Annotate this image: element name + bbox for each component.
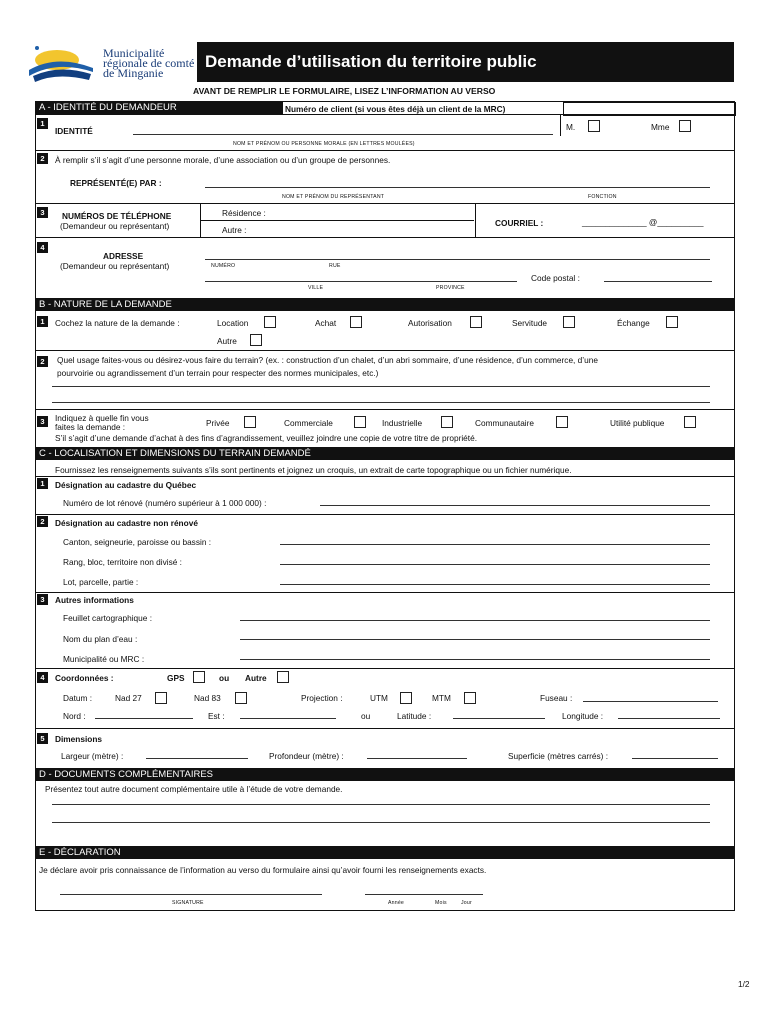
ville-input[interactable] — [205, 281, 517, 282]
commerciale-label: Commerciale — [284, 418, 333, 428]
est-input[interactable] — [240, 718, 336, 719]
item-number: 1 — [37, 118, 48, 129]
item-number: 4 — [37, 672, 48, 683]
plan-eau-input[interactable] — [240, 639, 710, 640]
profondeur-input[interactable] — [367, 758, 467, 759]
page-subtitle: AVANT DE REMPLIR LE FORMULAIRE, LISEZ L’INFORMATION AU VERSO — [193, 86, 496, 96]
lot-label: Lot, parcelle, partie : — [63, 577, 139, 587]
date-input[interactable] — [365, 894, 483, 895]
servitude-checkbox[interactable] — [563, 316, 575, 328]
residence-input[interactable] — [280, 204, 470, 219]
section-b-title: B - NATURE DE LA DEMANDE — [35, 298, 735, 311]
nad27-label: Nad 27 — [115, 693, 142, 703]
usage-question-line2: pourvoirie ou agrandissement d’un terrain pour respecter des normes municipales, etc.) — [57, 368, 379, 378]
utilite-publique-label: Utilité publique — [610, 418, 665, 428]
coordonnees-label: Coordonnées : — [55, 673, 114, 683]
industrielle-checkbox[interactable] — [441, 416, 453, 428]
moral-note: À remplir s’il s’agit d’une personne morale, d’une association ou d’un groupe de personnes. — [55, 155, 391, 165]
cadastre-non-renove-label: Désignation au cadastre non rénové — [55, 518, 198, 528]
jour-caption: Jour — [461, 900, 472, 906]
ville-caption: VILLE — [308, 285, 324, 291]
nord-input[interactable] — [95, 718, 193, 719]
documents-input-line-1[interactable] — [52, 804, 710, 805]
plan-eau-label: Nom du plan d’eau : — [63, 634, 138, 644]
fuseau-input[interactable] — [583, 701, 718, 702]
utilite-publique-checkbox[interactable] — [684, 416, 696, 428]
profondeur-label: Profondeur (mètre) : — [269, 751, 344, 761]
nad27-checkbox[interactable] — [155, 692, 167, 704]
item-number: 5 — [37, 733, 48, 744]
item-number: 1 — [37, 478, 48, 489]
usage-question-line1: Quel usage faites-vous ou désirez-vous faire du terrain? (ex. : construction d’un chalet, d’un abri sommaire, d’une résidence, d’un commerce, d’une — [57, 355, 598, 365]
autres-infos-label: Autres informations — [55, 595, 134, 605]
mtm-checkbox[interactable] — [464, 692, 476, 704]
achat-label: Achat — [315, 318, 337, 328]
telephone-sub: (Demandeur ou représentant) — [60, 221, 170, 231]
projection-label: Projection : — [301, 693, 343, 703]
m-label: M. — [566, 122, 576, 132]
servitude-label: Servitude — [512, 318, 548, 328]
code-postal-label: Code postal : — [531, 273, 580, 283]
autre-tel-label: Autre : — [222, 225, 247, 235]
numero-caption: NUMÉRO — [211, 263, 236, 269]
identite-label: IDENTITÉ — [55, 126, 93, 136]
m-checkbox[interactable] — [588, 120, 600, 132]
code-postal-input[interactable] — [604, 281, 712, 282]
municipalite-input[interactable] — [240, 659, 710, 660]
cadastre-quebec-label: Désignation au cadastre du Québec — [55, 480, 197, 490]
est-label: Est : — [208, 711, 225, 721]
longitude-label: Longitude : — [562, 711, 604, 721]
representant-input[interactable] — [205, 187, 710, 188]
largeur-input[interactable] — [146, 758, 248, 759]
represente-label: REPRÉSENTÉ(E) PAR : — [70, 178, 162, 188]
autre-nature-label: Autre — [217, 336, 237, 346]
courriel-input[interactable]: ______________ @__________ — [582, 217, 704, 227]
nad83-checkbox[interactable] — [235, 692, 247, 704]
page-number: 1/2 — [738, 979, 750, 989]
section-e-title: E - DÉCLARATION — [35, 846, 735, 859]
usage-input-line-2[interactable] — [52, 402, 710, 403]
datum-label: Datum : — [63, 693, 93, 703]
rue-input[interactable] — [205, 259, 710, 260]
adresse-label: ADRESSE — [103, 251, 144, 261]
ou-label: ou — [219, 673, 230, 683]
commerciale-checkbox[interactable] — [354, 416, 366, 428]
mois-caption: Mois — [435, 900, 447, 906]
documents-input-line-2[interactable] — [52, 822, 710, 823]
client-number-label: Numéro de client (si vous êtes déjà un client de la MRC) — [285, 104, 506, 114]
autorisation-label: Autorisation — [408, 318, 452, 328]
achat-note: S’il s’agit d’une demande d’achat à des fins d’agrandissement, veuillez joindre une copie de votre titre de propriété. — [55, 433, 478, 443]
industrielle-label: Industrielle — [382, 418, 423, 428]
item-number: 1 — [37, 316, 48, 327]
identite-input[interactable] — [133, 134, 553, 135]
gps-label: GPS — [167, 673, 185, 683]
autorisation-checkbox[interactable] — [470, 316, 482, 328]
rang-input[interactable] — [280, 564, 710, 565]
canton-label: Canton, seigneurie, paroisse ou bassin : — [63, 537, 212, 547]
echange-checkbox[interactable] — [666, 316, 678, 328]
mme-checkbox[interactable] — [679, 120, 691, 132]
gps-checkbox[interactable] — [193, 671, 205, 683]
lot-renove-label: Numéro de lot rénové (numéro supérieur à 1 000 000) : — [63, 498, 267, 508]
section-c-intro: Fournissez les renseignements suivants s’ils sont pertinents et joignez un croquis, un extrait de carte topographique ou un fichier numérique. — [55, 465, 572, 475]
usage-input-line-1[interactable] — [52, 386, 710, 387]
echange-label: Échange — [617, 318, 650, 328]
fuseau-label: Fuseau : — [540, 693, 573, 703]
feuillet-label: Feuillet cartographique : — [63, 613, 153, 623]
documents-text: Présentez tout autre document complémentaire utile à l’étude de votre demande. — [45, 784, 343, 794]
dimensions-label: Dimensions — [55, 734, 103, 744]
province-caption: PROVINCE — [436, 285, 465, 291]
mrc-logo — [27, 40, 97, 86]
cochez-label: Cochez la nature de la demande : — [55, 318, 180, 328]
section-a-title: A - IDENTITÉ DU DEMANDEUR — [35, 101, 283, 114]
name-caption: NOM ET PRÉNOM OU PERSONNE MORALE (EN LETTRES MOULÉES) — [233, 141, 415, 147]
ou2-label: ou — [361, 711, 371, 721]
superficie-label: Superficie (mètres carrés) : — [508, 751, 609, 761]
lot-renove-input[interactable] — [320, 505, 710, 506]
utm-checkbox[interactable] — [400, 692, 412, 704]
latitude-label: Latitude : — [397, 711, 432, 721]
logo-line-2: régionale de comté — [103, 56, 195, 70]
autre-coord-label: Autre — [245, 673, 267, 683]
signature-input[interactable] — [60, 894, 322, 895]
item-number: 2 — [37, 153, 48, 164]
autre-tel-input[interactable] — [260, 221, 470, 236]
adresse-sub: (Demandeur ou représentant) — [60, 261, 170, 271]
courriel-label: COURRIEL : — [495, 218, 544, 228]
latitude-input[interactable] — [453, 718, 545, 719]
logo-line-3: de Minganie — [103, 66, 164, 80]
privee-label: Privée — [206, 418, 230, 428]
rang-label: Rang, bloc, territoire non divisé : — [63, 557, 182, 567]
privee-checkbox[interactable] — [244, 416, 256, 428]
mtm-label: MTM — [432, 693, 451, 703]
location-label: Location — [217, 318, 249, 328]
nad83-label: Nad 83 — [194, 693, 221, 703]
item-number: 3 — [37, 207, 48, 218]
item-number: 3 — [37, 416, 48, 427]
annee-caption: Année — [388, 900, 405, 906]
municipalite-label: Municipalité ou MRC : — [63, 654, 145, 664]
item-number: 3 — [37, 594, 48, 605]
logo-emblem-icon — [27, 40, 97, 86]
residence-label: Résidence : — [222, 208, 266, 218]
autre-nature-checkbox[interactable] — [250, 334, 262, 346]
fonction-caption: FONCTION — [588, 194, 617, 200]
section-c-title: C - LOCALISATION ET DIMENSIONS DU TERRAIN DEMANDÉ — [35, 447, 735, 460]
achat-checkbox[interactable] — [350, 316, 362, 328]
item-number: 4 — [37, 242, 48, 253]
section-d-title: D - DOCUMENTS COMPLÉMENTAIRES — [35, 768, 735, 781]
communautaire-label: Communautaire — [475, 418, 535, 428]
canton-input[interactable] — [280, 544, 710, 545]
lot-input[interactable] — [280, 584, 710, 585]
communautaire-checkbox[interactable] — [556, 416, 568, 428]
autre-coord-checkbox[interactable] — [277, 671, 289, 683]
page-title: Demande d’utilisation du territoire public — [205, 52, 537, 71]
telephone-label: NUMÉROS DE TÉLÉPHONE — [62, 211, 172, 221]
utm-label: UTM — [370, 693, 388, 703]
nord-label: Nord : — [63, 711, 86, 721]
logo-line-1: Municipalité — [103, 46, 165, 60]
item-number: 2 — [37, 356, 48, 367]
fin-label-1: Indiquez à quelle fin vous — [55, 413, 149, 423]
feuillet-input[interactable] — [240, 620, 710, 621]
superficie-input[interactable] — [632, 758, 718, 759]
fin-label-2: faites la demande : — [55, 422, 126, 432]
mme-label: Mme — [651, 122, 670, 132]
longitude-input[interactable] — [618, 718, 720, 719]
signature-caption: SIGNATURE — [172, 900, 204, 906]
largeur-label: Largeur (mètre) : — [61, 751, 124, 761]
rep-caption: NOM ET PRÉNOM DU REPRÉSENTANT — [282, 194, 385, 200]
rue-caption: RUE — [329, 263, 341, 269]
location-checkbox[interactable] — [264, 316, 276, 328]
declaration-text: Je déclare avoir pris connaissance de l’information au verso du formulaire ainsi qu’avoir fourni les renseignements exacts. — [39, 865, 487, 875]
item-number: 2 — [37, 516, 48, 527]
